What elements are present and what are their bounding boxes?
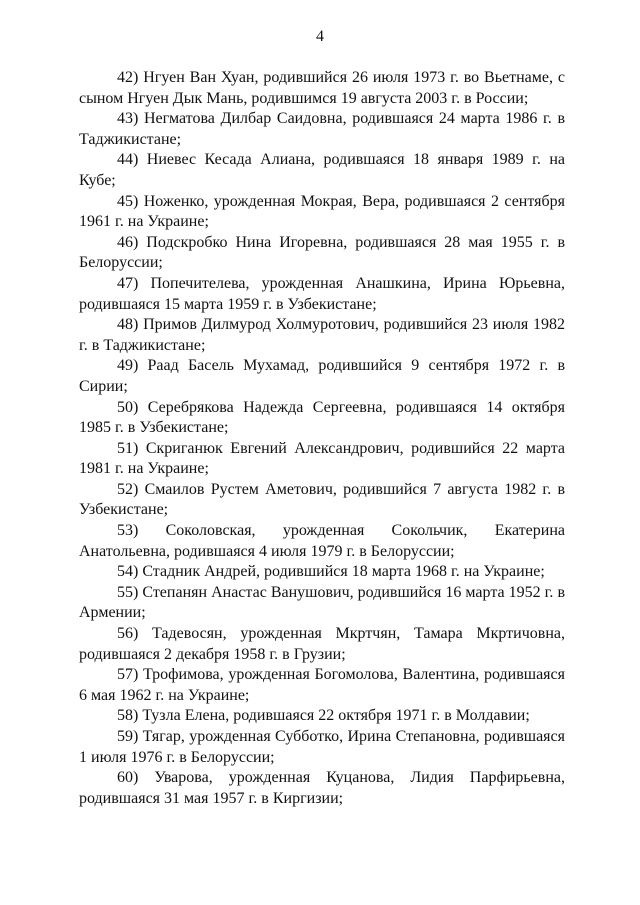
- entries-list: [79, 68, 565, 809]
- list-item: 53) Соколовская, урожденная Сокольчик, Екатерина Анатольевна, родившаяся 4 июля 1979 г. в Белоруссии;: [79, 522, 565, 560]
- list-item: 51) Скриганюк Евгений Александрович, родившийся 22 марта 1981 г. на Украине;: [79, 439, 565, 478]
- list-item: 42) Нгуен Ван Хуан, родившийся 26 июля 1973 г. во Вьетнаме, с сыном Нгуен Дык Мань, родившимся 19 августа 2003 г. в России;: [79, 69, 565, 107]
- list-item: 45) Ноженко, урожденная Мокрая, Вера, родившаяся 2 сентября 1961 г. на Украине;: [79, 192, 565, 231]
- list-item: 55) Степанян Анастас Ванушович, родившийся 16 марта 1952 г. в Армении;: [79, 583, 565, 622]
- page-number: 4: [316, 28, 324, 45]
- list-item: 57) Трофимова, урожденная Богомолова, Валентина, родившаяся 6 мая 1962 г. на Украине;: [79, 666, 565, 704]
- list-item: 46) Подскробко Нина Игоревна, родившаяся 28 мая 1955 г. в Белоруссии;: [79, 233, 565, 272]
- list-item: 58) Тузла Елена, родившаяся 22 октября 1971 г. в Молдавии;: [117, 707, 530, 725]
- list-item: 49) Раад Басель Мухамад, родившийся 9 сентября 1972 г. в Сирии;: [79, 357, 565, 395]
- list-item: 60) Уварова, урожденная Куцанова, Лидия Парфирьевна, родившаяся 31 мая 1957 г. в Киргизии;: [79, 769, 565, 807]
- list-item: 43) Негматова Дилбар Саидовна, родившаяся 24 марта 1986 г. в Таджикистане;: [79, 110, 565, 148]
- list-item: 59) Тягар, урожденная Субботко, Ирина Степановна, родившаяся 1 июля 1976 г. в Белоруссии;: [79, 728, 565, 766]
- list-item: 50) Серебрякова Надежда Сергеевна, родившаяся 14 октября 1985 г. в Узбекистане;: [79, 398, 565, 437]
- list-item: 47) Попечителева, урожденная Анашкина, Ирина Юрьевна, родившаяся 15 марта 1959 г. в Узбекистане;: [79, 274, 565, 313]
- list-item: 44) Ниевес Кесада Алиана, родившаяся 18 января 1989 г. на Кубе;: [79, 151, 565, 189]
- list-item: 48) Примов Дилмурод Холмуротович, родившийся 23 июля 1982 г. в Таджикистане;: [79, 316, 565, 354]
- list-item: 56) Тадевосян, урожденная Мкртчян, Тамара Мкртичовна, родившаяся 2 декабря 1958 г. в Грузии;: [79, 625, 565, 663]
- list-item: 54) Стадник Андрей, родившийся 18 марта 1968 г. на Украине;: [117, 563, 545, 581]
- list-item: 52) Смаилов Рустем Аметович, родившийся 7 августа 1982 г. в Узбекистане;: [79, 480, 565, 519]
